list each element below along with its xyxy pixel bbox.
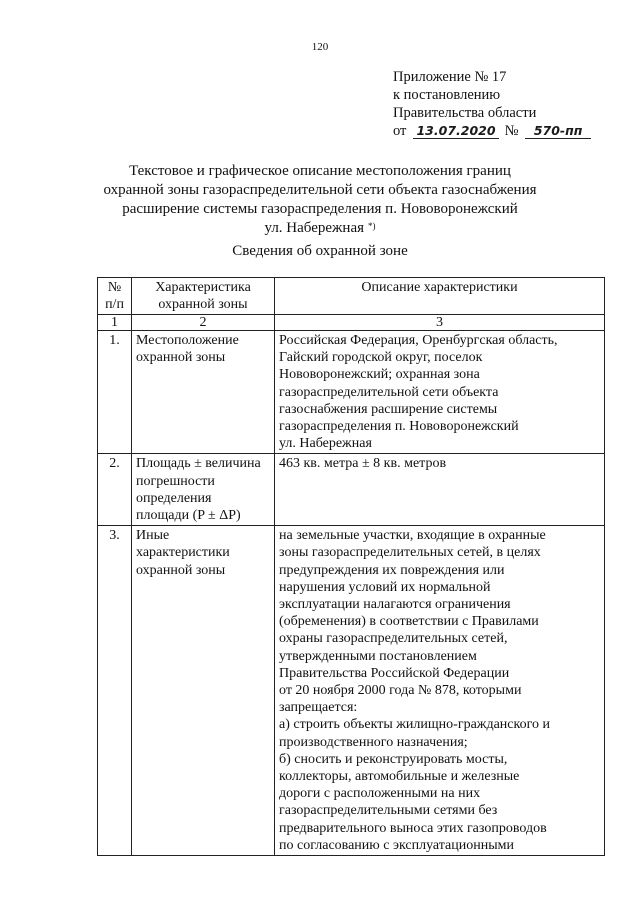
header-number: № п/п — [98, 278, 132, 315]
handwritten-date: 13.07.2020 — [413, 124, 499, 139]
row-characteristic: Иные характеристики охранной зоны — [132, 526, 275, 856]
appendix-line: Приложение № 17 — [393, 69, 507, 85]
appendix-line: к постановлению — [393, 87, 501, 103]
page-number: 120 — [311, 41, 329, 53]
title-line: ул. Набережная — [264, 220, 364, 236]
row-characteristic: Местоположение охранной зоны — [132, 331, 275, 454]
row-description: Российская Федерация, Оренбургская область, Гайский городской округ, поселок Нововоронежский; охранная зона газораспределительной сети объекта газоснабжения расширение системы газораспределения п. Нововоронежский ул. Набережная — [275, 331, 605, 454]
title-line: Текстовое и графическое описание местоположения границ — [129, 163, 511, 179]
row-characteristic: Площадь ± величина погрешности определения площади (P ± ΔP) — [132, 454, 275, 526]
from-label: от — [393, 123, 407, 139]
footnote-mark: *) — [368, 221, 376, 231]
appendix-block — [393, 68, 591, 140]
section-subtitle: Сведения об охранной зоне — [232, 243, 408, 259]
row-description: 463 кв. метра ± 8 кв. метров — [275, 454, 605, 526]
row-description: на земельные участки, входящие в охранные зоны газораспределительных сетей, в целях предупреждения их повреждения или нарушения условий их нормальной эксплуатации налагаются ограничения (обременения) в соответствии с Правилами охраны газораспределительных сетей, утвержденными постановлением Правительства Российской Федерации от 20 ноября 2000 года № 878, которыми запрещается: а) строить объекты жилищно-гражданского и производственного назначения; б) сносить и реконструировать мосты, коллекторы, автомобильные и железные дороги с расположенными на них газораспределительными сетями без предварительного выноса этих газопроводов по согласованию с эксплуатационными — [275, 526, 605, 856]
protection-zone-table — [97, 277, 605, 856]
document-title — [0, 162, 640, 238]
title-last-line — [0, 219, 640, 238]
table-header-row — [98, 278, 605, 315]
header-characteristic: Характеристика охранной зоны — [132, 278, 275, 315]
handwritten-number: 570-пп — [525, 124, 591, 139]
table-row — [98, 454, 605, 526]
table-row — [98, 331, 605, 454]
column-number: 1 — [98, 315, 132, 331]
appendix-date-line — [393, 122, 591, 140]
row-number: 1. — [98, 331, 132, 454]
table-row — [98, 526, 605, 856]
column-numbers-row — [98, 315, 605, 331]
column-number: 3 — [275, 315, 605, 331]
column-number: 2 — [132, 315, 275, 331]
header-description: Описание характеристики — [275, 278, 605, 315]
title-line: охранной зоны газораспределительной сети объекта газоснабжения — [103, 182, 537, 198]
number-label: № — [504, 123, 519, 139]
appendix-line: Правительства области — [393, 105, 537, 121]
row-number: 2. — [98, 454, 132, 526]
row-number: 3. — [98, 526, 132, 856]
title-line: расширение системы газораспределения п. Нововоронежский — [122, 201, 518, 217]
